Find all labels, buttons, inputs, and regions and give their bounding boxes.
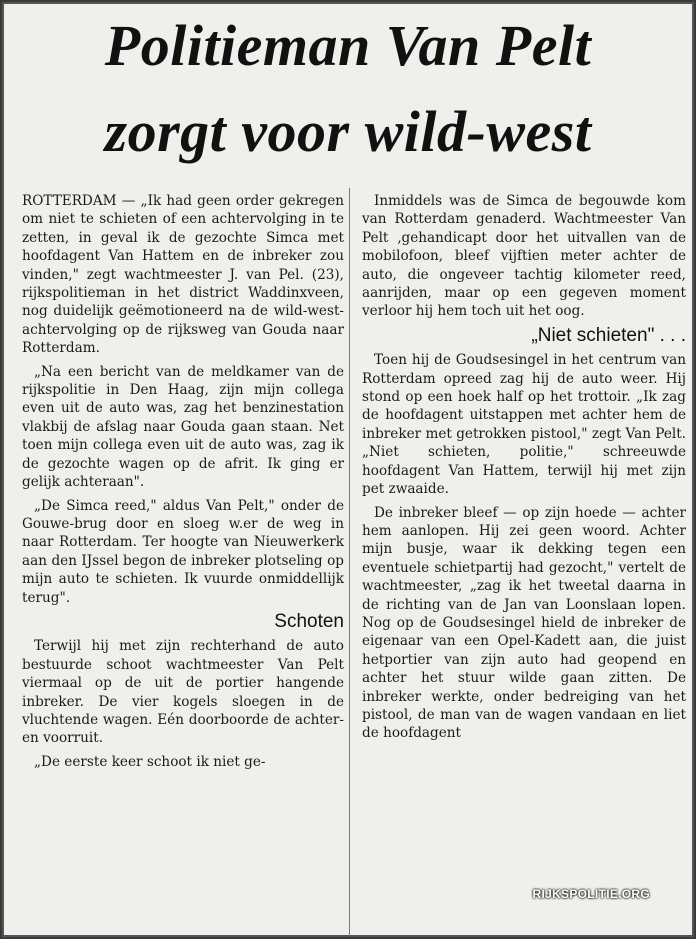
watermark: RIJKSPOLITIE.ORG	[532, 887, 650, 901]
right-paragraph: Inmiddels was de Simca de begouwde kom van Rotterdam genaderd. Wachtmeester Van Pelt ‚gehandicapt door het uitvallen van de mobilofoon, bleef vijftien meter achter de auto, die ongeveer tachtig kilometer reed, aanrijden, maar op een gegeven moment verloor hij hem toch uit het oog.	[362, 193, 686, 320]
left-paragraph: „Na een bericht van de meldkamer van de rijkspolitie in Den Haag, zijn mijn collega even uit de auto was, zag het benzinestation vlakbij de afslag naar Gouda gaan staan. Net toen mijn collega even uit de auto was, zag ik de gezochte wagen op de afrit. Ik ging er gelijk achteraan".	[22, 363, 344, 491]
right-column	[362, 192, 686, 748]
newspaper-clipping	[2, 2, 694, 937]
headline-line-2: zorgt voor wild-west	[104, 99, 592, 164]
right-subheading: „Niet schieten" . . .	[531, 324, 686, 346]
right-paragraph: Toen hij de Goudsesingel in het centrum van Rotterdam opreed zag hij de auto weer. Hij stond op een hoek half op het trottoir. „Ik zag de hoofdagent uitstappen met achter hem de inbreker met getrokken pistool," zegt Van Pelt. „Niet schieten, politie," schreeuwde hoofdagent Van Hattem, terwijl hij met zijn pet zwaaide.	[362, 352, 686, 498]
left-paragraph: „De eerste keer schoot ik niet ge-	[34, 753, 266, 770]
left-paragraph: Terwijl hij met zijn rechterhand de auto bestuurde schoot wachtmeester Van Pelt viermaal op de uit de portier hangende inbreker. De vier kogels sloegen in de vluchtende wagen. Eén doorboorde de achter- en voorruit.	[22, 638, 344, 747]
column-divider	[349, 188, 350, 936]
left-paragraph: ROTTERDAM — „Ik had geen order gekregen om niet te schieten of een achtervolging in te zetten, in geval ik de gezochte Simca met hoofdagent Van Hattem en de inbreker zou vinden," zegt wachtmeester J. van Pel. (23), rijkspolitieman in het district Waddinxveen, nog duidelijk geëmotioneerd na de wild-west-achtervolging op de rijksweg van Gouda naar Rotterdam.	[22, 193, 344, 357]
left-subheading: Schoten	[274, 610, 344, 632]
left-column	[22, 192, 344, 776]
right-paragraph: De inbreker bleef — op zijn hoede — achter hem aanlopen. Hij zei geen woord. Achter mijn busje, waar ik dekking tegen een eventuele schietpartij had gezocht," vertelt de wachtmeester, „zag ik het tweetal daarna in de richting van de Jan van Loonslaan lopen. Nog op de Goudsesingel hield de inbreker de eigenaar van een Opel-Kadett aan, die juist hetportier van zijn auto had geopend en achter het stuur wilde gaan zitten. De inbreker werkte, onder bedreiging van het pistool, de man van de wagen vandaan en liet de hoofdagent	[362, 504, 686, 742]
left-paragraph: „De Simca reed," aldus Van Pelt," onder de Gouwe-brug door en sloeg w.er de weg in naar Rotterdam. Ter hoogte van Nieuwerkerk aan den IJssel begon de inbreker plotseling op mijn auto te schieten. Ik vuurde onmiddellijk terug".	[22, 497, 344, 606]
headline-line-1: Politieman Van Pelt	[104, 13, 592, 78]
